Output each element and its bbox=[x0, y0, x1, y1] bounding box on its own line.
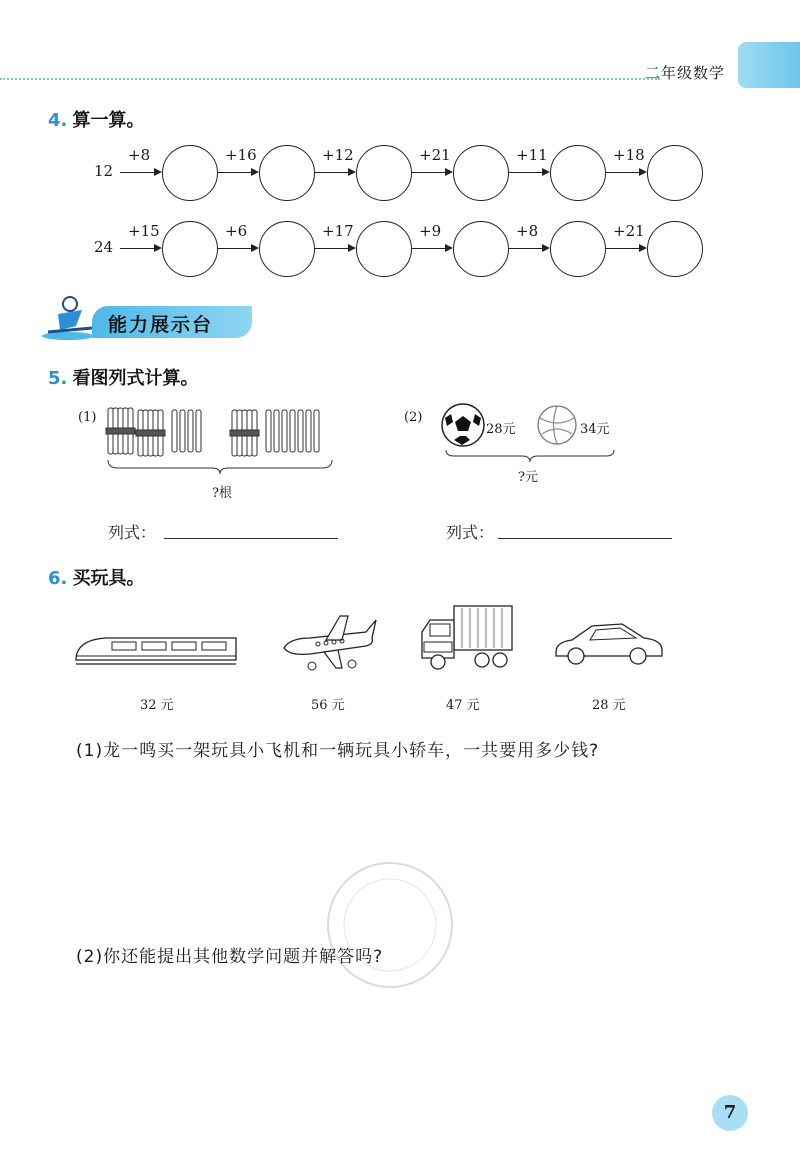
arrow-head-icon bbox=[348, 244, 356, 252]
answer-circle[interactable] bbox=[550, 221, 606, 277]
q6-subquestion-2: (2)你还能提出其他数学问题并解答吗? bbox=[76, 947, 384, 967]
q5-part2-formula-label: 列式： bbox=[446, 523, 495, 542]
q5-part1-total: ?根 bbox=[212, 486, 232, 501]
q5-part2-answer-line[interactable] bbox=[498, 538, 672, 539]
chain-operation: +18 bbox=[613, 146, 645, 164]
answer-circle[interactable] bbox=[259, 221, 315, 277]
car-price: 28 元 bbox=[592, 698, 626, 713]
watermark-stamp bbox=[320, 855, 460, 995]
chain-arrow bbox=[120, 248, 156, 249]
car-toy-icon bbox=[552, 618, 666, 666]
chain-arrow bbox=[411, 248, 447, 249]
answer-circle[interactable] bbox=[550, 145, 606, 201]
arrow-head-icon bbox=[639, 244, 647, 252]
q5-part1-formula-label: 列式： bbox=[108, 523, 157, 542]
answer-circle[interactable] bbox=[162, 221, 218, 277]
answer-circle[interactable] bbox=[259, 145, 315, 201]
page-number: 7 bbox=[712, 1095, 748, 1131]
volleyball-price: 34元 bbox=[580, 422, 610, 437]
answer-circle[interactable] bbox=[647, 145, 703, 201]
arrow-head-icon bbox=[251, 168, 259, 176]
airplane-toy-icon bbox=[280, 610, 380, 672]
chain-operation: +21 bbox=[419, 146, 451, 164]
train-toy-icon bbox=[72, 630, 240, 670]
chain-arrow bbox=[217, 248, 253, 249]
chain-operation: +16 bbox=[225, 146, 257, 164]
q6-heading bbox=[48, 564, 144, 590]
grade-label: 二年级数学 bbox=[645, 64, 726, 82]
q4-heading bbox=[48, 106, 144, 132]
grade-tab bbox=[738, 42, 800, 88]
chain-arrow bbox=[314, 172, 350, 173]
chain-start-number: 12 bbox=[94, 162, 114, 180]
chain-operation: +8 bbox=[128, 146, 151, 164]
q6-subquestion-1: (1)龙一鸣买一架玩具小飞机和一辆玩具小轿车，一共要用多少钱? bbox=[76, 741, 600, 761]
chain-operation: +15 bbox=[128, 222, 160, 240]
header-dotted-rule bbox=[0, 78, 660, 80]
chain-arrow bbox=[508, 248, 544, 249]
chain-operation: +8 bbox=[516, 222, 539, 240]
q5-part2-brace bbox=[444, 448, 616, 464]
arrow-head-icon bbox=[154, 244, 162, 252]
q5-part2-label: (2) bbox=[404, 410, 423, 425]
q6-title: 买玩具。 bbox=[72, 568, 145, 589]
truck-toy-icon bbox=[418, 602, 516, 672]
train-price: 32 元 bbox=[140, 698, 174, 713]
arrow-head-icon bbox=[251, 244, 259, 252]
soccer-ball-icon bbox=[440, 402, 486, 448]
arrow-head-icon bbox=[445, 168, 453, 176]
chain-arrow bbox=[411, 172, 447, 173]
chain-operation: +6 bbox=[225, 222, 248, 240]
answer-circle[interactable] bbox=[453, 145, 509, 201]
chain-arrow bbox=[314, 248, 350, 249]
answer-circle[interactable] bbox=[356, 145, 412, 201]
q5-number: 5. bbox=[48, 368, 68, 389]
mascot-skier-icon bbox=[40, 292, 100, 342]
answer-circle[interactable] bbox=[162, 145, 218, 201]
q5-heading bbox=[48, 364, 198, 390]
arrow-head-icon bbox=[348, 168, 356, 176]
q5-part1-label: (1) bbox=[78, 410, 97, 425]
chain-arrow bbox=[120, 172, 156, 173]
q4-title: 算一算。 bbox=[72, 110, 145, 131]
chain-operation: +11 bbox=[516, 146, 548, 164]
q5-part2-total: ?元 bbox=[518, 470, 538, 485]
answer-circle[interactable] bbox=[453, 221, 509, 277]
chain-operation: +12 bbox=[322, 146, 354, 164]
chain-operation: +21 bbox=[613, 222, 645, 240]
chain-arrow bbox=[605, 172, 641, 173]
truck-price: 47 元 bbox=[446, 698, 480, 713]
answer-circle[interactable] bbox=[647, 221, 703, 277]
chain-operation: +17 bbox=[322, 222, 354, 240]
q4-number: 4. bbox=[48, 110, 68, 131]
arrow-head-icon bbox=[542, 244, 550, 252]
chain-arrow bbox=[605, 248, 641, 249]
q5-part1-answer-line[interactable] bbox=[164, 538, 338, 539]
answer-circle[interactable] bbox=[356, 221, 412, 277]
section-title: 能力展示台 bbox=[108, 314, 214, 336]
chain-operation: +9 bbox=[419, 222, 442, 240]
arrow-head-icon bbox=[639, 168, 647, 176]
sticks-bundle-icon bbox=[104, 406, 336, 474]
chain-arrow bbox=[508, 172, 544, 173]
arrow-head-icon bbox=[154, 168, 162, 176]
chain-arrow bbox=[217, 172, 253, 173]
arrow-head-icon bbox=[542, 168, 550, 176]
soccer-ball-price: 28元 bbox=[486, 422, 516, 437]
q5-title: 看图列式计算。 bbox=[72, 368, 199, 389]
arrow-head-icon bbox=[445, 244, 453, 252]
q6-number: 6. bbox=[48, 568, 68, 589]
airplane-price: 56 元 bbox=[311, 698, 345, 713]
chain-start-number: 24 bbox=[94, 238, 114, 256]
volleyball-icon bbox=[536, 404, 578, 446]
